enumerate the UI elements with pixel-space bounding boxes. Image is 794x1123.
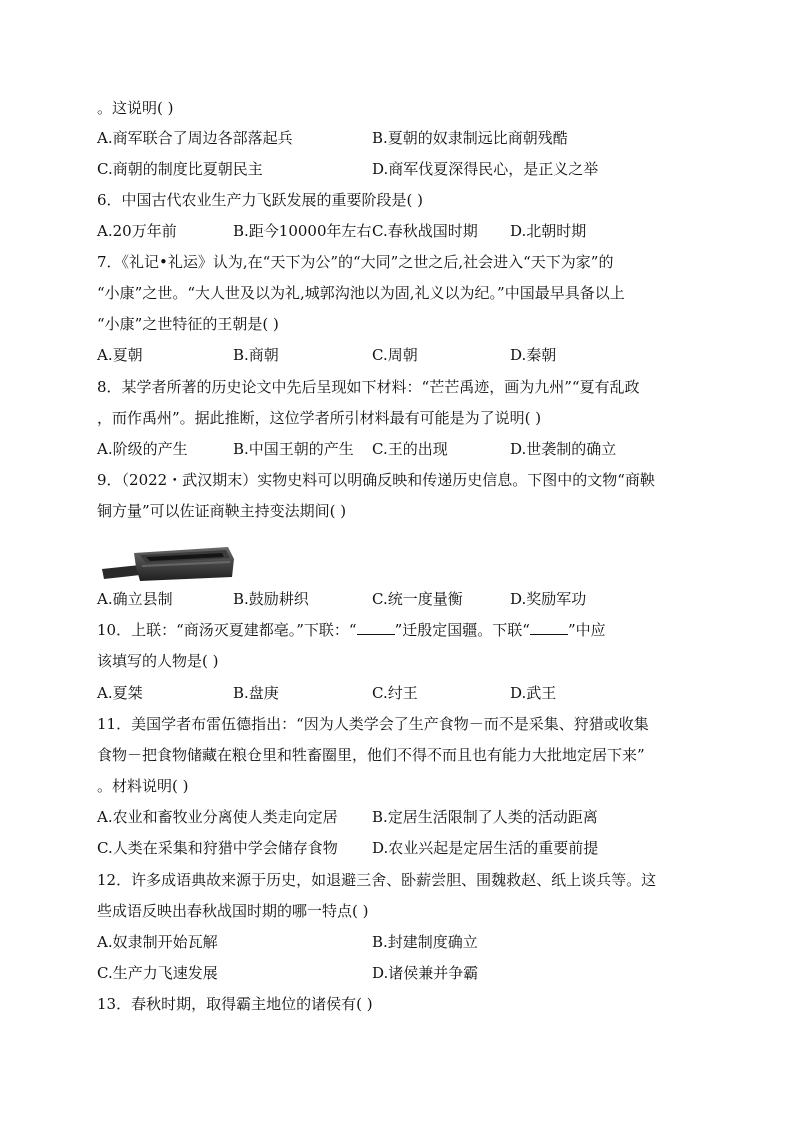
q13-stem: 13．春秋时期，取得霸主地位的诸侯有( ) xyxy=(97,995,373,1013)
q5-option-b[interactable]: B.夏朝的奴隶制远比商朝残酷 xyxy=(372,129,568,147)
q9-option-d[interactable]: D.奖励军功 xyxy=(510,590,587,608)
q12-stem-line2: 些成语反映出春秋战国时期的哪一特点( ) xyxy=(97,902,369,920)
q11-stem-line1: 11．美国学者布雷伍德指出：“因为人类学会了生产食物－而不是采集、狩猎或收集 xyxy=(97,715,649,733)
q11-option-b[interactable]: B.定居生活限制了人类的活动距离 xyxy=(372,808,598,826)
q11-option-a[interactable]: A.农业和畜牧业分离使人类走向定居 xyxy=(97,808,338,826)
q12-option-a[interactable]: A.奴隶制开始瓦解 xyxy=(97,933,218,951)
q12-option-c[interactable]: C.生产力飞速发展 xyxy=(97,964,218,982)
q5-option-d[interactable]: D.商军伐夏深得民心，是正义之举 xyxy=(372,160,599,178)
q10-blank-1 xyxy=(357,620,395,635)
bronze-measure-image xyxy=(100,543,236,583)
q8-option-c[interactable]: C.王的出现 xyxy=(372,440,448,458)
q12-option-b[interactable]: B.封建制度确立 xyxy=(372,933,478,951)
q7-option-a[interactable]: A.夏朝 xyxy=(97,346,143,364)
q11-option-d[interactable]: D.农业兴起是定居生活的重要前提 xyxy=(372,839,599,857)
q8-option-b[interactable]: B.中国王朝的产生 xyxy=(233,440,354,458)
q10-option-b[interactable]: B.盘庚 xyxy=(233,684,279,702)
q12-option-d[interactable]: D.诸侯兼并争霸 xyxy=(372,964,479,982)
q10-stem-part3: ”中应 xyxy=(567,621,606,639)
q7-option-b[interactable]: B.商朝 xyxy=(233,346,279,364)
q10-option-a[interactable]: A.夏桀 xyxy=(97,684,143,702)
q6-option-c[interactable]: C.春秋战国时期 xyxy=(372,222,478,240)
q10-blank-2 xyxy=(530,620,568,635)
q9-option-c[interactable]: C.统一度量衡 xyxy=(372,590,463,608)
q10-stem-line1 xyxy=(97,620,606,640)
q5-option-c[interactable]: C.商朝的制度比夏朝民主 xyxy=(97,160,263,178)
q10-stem-part2: ”迁殷定国疆。下联“ xyxy=(394,621,530,639)
q11-stem-line2: 食物－把食物储藏在粮仓里和牲畜圈里，他们不得不而且也有能力大批地定居下来” xyxy=(97,746,645,764)
q10-stem-line2: 该填写的人物是( ) xyxy=(97,652,219,670)
q8-stem-line1: 8．某学者所著的历史论文中先后呈现如下材料：“芒芒禹迹，画为九州”“夏有乱政 xyxy=(97,378,640,396)
q10-option-d[interactable]: D.武王 xyxy=(510,684,557,702)
q7-stem-line1: 7．《礼记•礼运》认为,在“天下为公”的“大同”之世之后,社会进入“天下为家”的 xyxy=(97,253,614,271)
q11-option-c[interactable]: C.人类在采集和狩猎中学会储存食物 xyxy=(97,839,338,857)
q8-option-a[interactable]: A.阶级的产生 xyxy=(97,440,188,458)
q6-option-b[interactable]: B.距今10000年左右 xyxy=(233,222,372,240)
q8-stem-line2: ，而作禹州”。据此推断，这位学者所引材料最有可能是为了说明( ) xyxy=(97,409,542,427)
q6-stem: 6．中国古代农业生产力飞跃发展的重要阶段是( ) xyxy=(97,191,424,209)
q7-option-d[interactable]: D.秦朝 xyxy=(510,346,557,364)
q9-option-b[interactable]: B.鼓励耕织 xyxy=(233,590,309,608)
q6-option-a[interactable]: A.20万年前 xyxy=(97,222,177,240)
q5-stem-end: 。这说明( ) xyxy=(97,99,174,117)
q7-stem-line2: “小康”之世。“大人世及以为礼,城郭沟池以为固,礼义以为纪。”中国最早具备以上 xyxy=(97,284,625,302)
q6-option-d[interactable]: D.北朝时期 xyxy=(510,222,587,240)
q10-option-c[interactable]: C.纣王 xyxy=(372,684,418,702)
q7-stem-line3: “小康”之世特征的王朝是( ) xyxy=(97,315,279,333)
q7-option-c[interactable]: C.周朝 xyxy=(372,346,418,364)
q9-option-a[interactable]: A.确立县制 xyxy=(97,590,173,608)
q5-option-a[interactable]: A.商军联合了周边各部落起兵 xyxy=(97,129,293,147)
q12-stem-line1: 12．许多成语典故来源于历史，如退避三舍、卧薪尝胆、围魏救赵、纸上谈兵等。这 xyxy=(97,871,657,889)
q9-stem-line2: 铜方量”可以佐证商鞅主持变法期间( ) xyxy=(97,502,347,520)
q9-stem-line1: 9．（2022・武汉期末）实物史料可以明确反映和传递历史信息。下图中的文物“商鞅 xyxy=(97,471,655,489)
q10-stem-part1: 10．上联：“商汤灭夏建都亳。”下联：“ xyxy=(97,621,357,639)
q8-option-d[interactable]: D.世袭制的确立 xyxy=(510,440,617,458)
q11-stem-line3: 。材料说明( ) xyxy=(97,777,189,795)
